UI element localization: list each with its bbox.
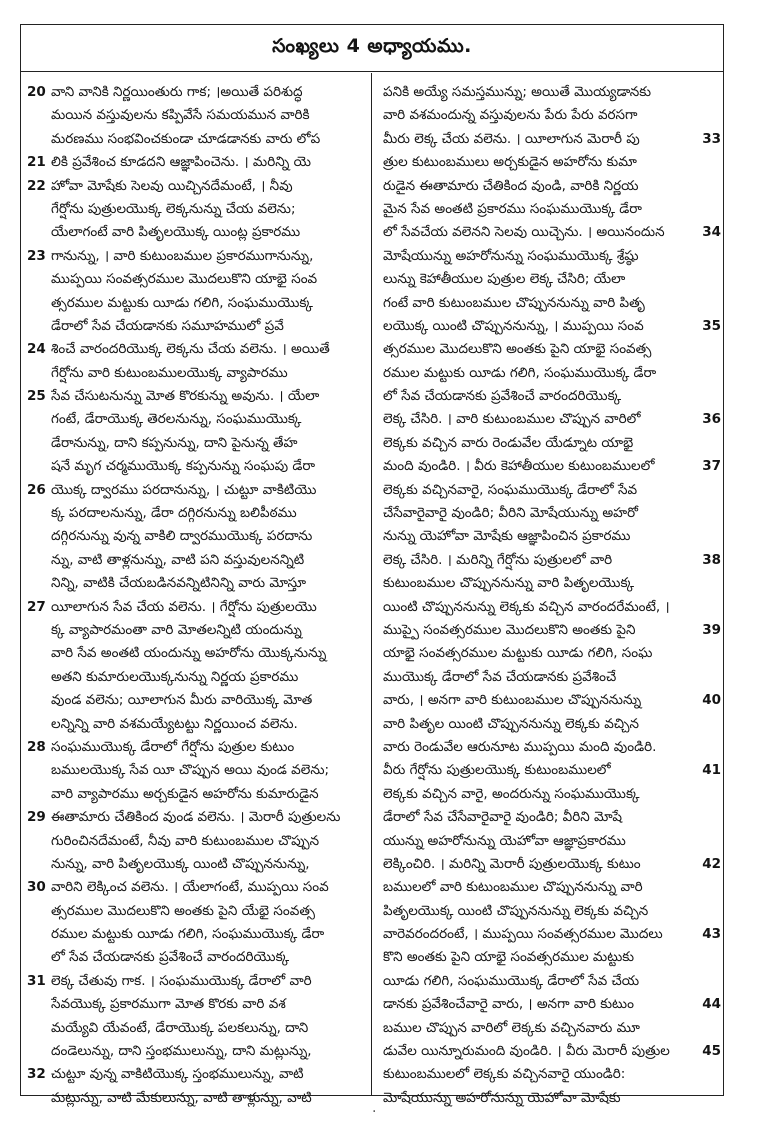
verse-text: లెక్కకు వచ్చిన వారై, అందరున్ను సంఘముయొక్క bbox=[383, 785, 640, 802]
text-line bbox=[373, 385, 723, 408]
text-line bbox=[21, 198, 371, 221]
verse-number: 38 bbox=[702, 551, 721, 568]
verse-text: యాభై సంవత్సరముల మట్టుకు యీడు గలిగి, సంఘ bbox=[383, 645, 653, 662]
verse-text: మయ్యేవి యేవంటే, డేరాయొక్క పలకలున్ను, దాని bbox=[51, 1019, 309, 1036]
verse-number: 35 bbox=[702, 317, 721, 334]
text-line bbox=[21, 572, 371, 595]
text-line bbox=[373, 619, 723, 642]
text-line bbox=[373, 970, 723, 993]
verse-number: 20 bbox=[27, 84, 46, 100]
verse-number: 45 bbox=[702, 1043, 721, 1060]
verse-text: న్ను, వాటి తాళ్లనున్ను, వాటి పని వస్తువులనన్నిటి bbox=[51, 551, 305, 568]
verse-text: కుటుంబముల చొప్పుననున్ను వారి పితృలయొక్క bbox=[383, 575, 635, 592]
verse-number: 42 bbox=[702, 855, 721, 872]
verse-text: మోషేయున్ను అహరోనున్ను సంఘముయొక్క శ్రేష్ఠు bbox=[383, 247, 639, 264]
verse-number: 39 bbox=[702, 621, 721, 638]
right-column bbox=[373, 81, 723, 1106]
text-line bbox=[21, 876, 371, 899]
verse-text: మరణము సంభవించకుండా చూడడానకు వారు లోప bbox=[51, 130, 321, 147]
footer-mark: · bbox=[372, 1104, 377, 1120]
text-line bbox=[21, 1087, 371, 1110]
verse-text: ముప్పయి సంవత్సరముల మొదలుకొని యాభై సంవ bbox=[51, 271, 318, 288]
text-line bbox=[21, 853, 371, 876]
text-line bbox=[373, 315, 723, 338]
text-line bbox=[373, 1017, 723, 1040]
text-line bbox=[21, 783, 371, 806]
text-line bbox=[373, 1063, 723, 1086]
verse-text: లో సేవ చేయడానకు ప్రవేశించే వారందరియొక్క bbox=[51, 949, 290, 966]
text-line bbox=[373, 151, 723, 174]
verse-text: హోవా మోషేకు సెలవు యిచ్చినదేమంటే, । నీవు bbox=[51, 177, 293, 194]
text-line bbox=[21, 1040, 371, 1063]
verse-text: మైన సేవ అంతటి ప్రకారము సంఘముయొక్క డేరా bbox=[383, 200, 642, 217]
text-line bbox=[373, 221, 723, 244]
verse-text: వీరు గేర్షోను పుత్రులయొక్క కుటుంబములలో bbox=[383, 762, 611, 779]
text-line bbox=[373, 666, 723, 689]
verse-text: వారు, । అనగా వారి కుటుంబముల చొప్పుననున్ను bbox=[383, 692, 642, 709]
verse-text: దండెలున్ను, దాని స్తంభములున్ను, దాని మట్లున్ను, bbox=[51, 1043, 312, 1060]
verse-text: బముల చొప్పున వారిలో లెక్కకు వచ్చినవారు మూ bbox=[383, 1019, 640, 1036]
verse-text: చేసేవారైవారై వుండిరి; వీరిని మోషేయున్ను అహరో bbox=[383, 505, 638, 522]
verse-number: 29 bbox=[27, 809, 46, 826]
verse-text: చుట్టూ వున్న వాకిటియొక్క స్తంభములున్ను, వాటి bbox=[51, 1066, 304, 1083]
text-line bbox=[21, 455, 371, 478]
text-line bbox=[373, 572, 723, 595]
verse-number: 32 bbox=[27, 1066, 46, 1083]
verse-text: డానకు ప్రవేశించేవారై వారు, । అనగా వారి కుటుం bbox=[383, 996, 634, 1013]
verse-text: గేర్షోను వారి కుటుంబములయొక్క వ్యాపారము bbox=[51, 364, 288, 381]
text-line bbox=[21, 502, 371, 525]
text-line bbox=[373, 713, 723, 736]
verse-number: 43 bbox=[702, 926, 721, 943]
text-line bbox=[21, 666, 371, 689]
verse-text: ఈతామారు చేతికింద వుండ వలెను. । మెరారీ పుత్రులను bbox=[51, 809, 341, 826]
text-line bbox=[373, 1040, 723, 1063]
verse-text: గంటే వారి కుటుంబముల చొప్పుననున్ను వారి పితృ bbox=[383, 294, 645, 311]
verse-text: లన్నిన్ని వారి వశమయ్యేటట్టు నిర్ణయించ వలెను. bbox=[51, 715, 298, 732]
text-line bbox=[21, 128, 371, 151]
text-line bbox=[373, 946, 723, 969]
text-line bbox=[21, 806, 371, 829]
verse-text: రముల మట్టుకు యీడు గలిగి, సంఘముయొక్క డేరా bbox=[51, 926, 325, 943]
verse-text: సేవయొక్క ప్రకారముగా మోత కొరకు వారి వశ bbox=[51, 996, 286, 1013]
verse-text: షనే మృగ చర్మముయొక్క కప్పనున్ను సంఘపు డేరా bbox=[51, 458, 316, 475]
verse-number: 25 bbox=[27, 388, 46, 405]
verse-text: క్క పరదాలనున్ను, డేరా దగ్గిరనున్ను బలిపీఠము bbox=[51, 505, 297, 522]
verse-text: సేవ చేసుటనున్ను మోత కొరకున్ను అవును. । యేలా bbox=[51, 388, 320, 405]
text-line bbox=[373, 175, 723, 198]
verse-text: యీడు గలిగి, సంఘముయొక్క డేరాలో సేవ చేయ bbox=[383, 972, 640, 989]
verse-text: డేరాలో సేవ చేయడానకు సమూహములో ప్రవే bbox=[51, 317, 284, 334]
verse-number: 26 bbox=[27, 481, 46, 498]
text-line bbox=[21, 175, 371, 198]
verse-number: 30 bbox=[27, 879, 46, 896]
verse-text: డువేల యిన్నూరుమంది వుండిరి. । వీరు మెరారీ పుత్రుల bbox=[383, 1043, 670, 1060]
text-line bbox=[21, 104, 371, 127]
text-line bbox=[21, 923, 371, 946]
verse-text: డేరాలో సేవ చేసేవారైవారై వుండిరి; వీరిని మోషే bbox=[383, 809, 622, 826]
verse-text: క్క వ్యాపారమంతా వారి మోతలన్నిటి యందున్ను bbox=[51, 621, 302, 638]
verse-text: గురించినదేమంటే, నీవు వారి కుటుంబముల చొప్పున bbox=[51, 832, 320, 849]
text-line bbox=[373, 479, 723, 502]
verse-text: నున్ను, వారి పితృలయొక్క యింటి చొప్పుననున్ను, bbox=[51, 855, 310, 872]
text-line bbox=[21, 362, 371, 385]
text-line bbox=[373, 245, 723, 268]
verse-text: శించే వారందరియొక్క లెక్కను చేయ వలెను. । అయితే bbox=[51, 341, 330, 358]
verse-text: లికి ప్రవేశించ కూడదని ఆజ్ఞాపించెను. । మరిన్ని యె bbox=[51, 154, 311, 171]
text-line bbox=[21, 946, 371, 969]
verse-number: 37 bbox=[702, 458, 721, 475]
verse-text: వారి పితృల యింటి చొప్పుననున్ను లెక్కకు వచ్చిన bbox=[383, 715, 640, 732]
verse-number: 21 bbox=[27, 154, 46, 171]
verse-text: దగ్గిరనున్ను వున్న వాకిలి ద్వారముయొక్క పరదాను bbox=[51, 528, 313, 545]
two-column-body bbox=[21, 73, 723, 1106]
scripture-page bbox=[20, 24, 724, 1106]
text-line bbox=[373, 783, 723, 806]
verse-text: వుండ వలెను; యీలాగున మీరు వారియొక్క మోత bbox=[51, 692, 313, 709]
text-line bbox=[21, 713, 371, 736]
verse-number: 34 bbox=[702, 224, 721, 241]
verse-text: డేరానున్ను, దాని కప్పనున్ను, దాని పైనున్న తేహ bbox=[51, 434, 298, 451]
text-line bbox=[21, 525, 371, 548]
verse-text: త్సరముల మొదలుకొని అంతకు పైని యేభై సంవత్స bbox=[51, 902, 316, 919]
text-line bbox=[21, 292, 371, 315]
text-line bbox=[21, 385, 371, 408]
verse-text: యీలాగున సేవ చేయ వలెను. । గేర్షోను పుత్రులయొ bbox=[51, 598, 317, 615]
text-line bbox=[373, 502, 723, 525]
verse-text: వారిని లెక్కించ వలెను. । యేలాగంటే, ముప్పయి సంవ bbox=[51, 879, 329, 896]
verse-number: 24 bbox=[27, 341, 46, 358]
text-line bbox=[21, 1063, 371, 1086]
verse-text: త్రుల కుటుంబములు అర్చకుడైన అహరోను కుమా bbox=[383, 154, 637, 171]
verse-number: 40 bbox=[702, 692, 721, 709]
text-line bbox=[21, 549, 371, 572]
text-line bbox=[373, 338, 723, 361]
text-line bbox=[373, 806, 723, 829]
text-line bbox=[373, 455, 723, 478]
text-line bbox=[373, 525, 723, 548]
text-line bbox=[373, 549, 723, 572]
text-line bbox=[21, 1017, 371, 1040]
text-line bbox=[373, 198, 723, 221]
text-line bbox=[373, 853, 723, 876]
text-line bbox=[373, 923, 723, 946]
verse-text: మయిన వస్తువులను కప్పివేసే సమయమున వారికి bbox=[51, 107, 310, 124]
text-line bbox=[21, 408, 371, 431]
verse-text: గేర్షోను పుత్రులయొక్క లెక్కనున్ను చేయ వలెను; bbox=[51, 200, 296, 217]
left-column bbox=[21, 81, 371, 1106]
text-line bbox=[373, 362, 723, 385]
verse-text: బములలో వారి కుటుంబముల చొప్పుననున్ను వారి bbox=[383, 879, 643, 896]
verse-text: వాని వానికి నిర్ణయింతురు గాక; ।అయితే పరిశుద్ధ bbox=[51, 84, 303, 100]
chapter-header bbox=[21, 25, 723, 72]
verse-text: అతని కుమారులయొక్కనున్ను నిర్ణయ ప్రకారము bbox=[51, 668, 299, 685]
text-line bbox=[21, 151, 371, 174]
verse-text: యింటి చొప్పుననున్ను లెక్కకు వచ్చిన వారందరేమంటే, । bbox=[383, 598, 670, 615]
text-line bbox=[373, 596, 723, 619]
text-line bbox=[373, 876, 723, 899]
chapter-title: సంఖ్యలు 4 అధ్యాయము. bbox=[272, 34, 472, 57]
verse-text: త్సరముల మట్టుకు యీడు గలిగి, సంఘముయొక్క bbox=[51, 294, 313, 311]
text-line bbox=[21, 315, 371, 338]
verse-text: యొక్క ద్వారము పరదానున్ను, । చుట్టూ వాకిటియొ bbox=[51, 481, 317, 498]
text-line bbox=[373, 408, 723, 431]
verse-text: లో సేవచేయ వలెనని సెలవు యిచ్చెను. । అయినందున bbox=[383, 224, 665, 241]
verse-text: కొని అంతకు పైని యాభై సంవత్సరముల మట్టుకు bbox=[383, 949, 635, 966]
text-line bbox=[21, 759, 371, 782]
verse-text: ముప్పై సంవత్సరముల మొదలుకొని అంతకు పైని bbox=[383, 621, 636, 638]
text-line bbox=[373, 81, 723, 104]
verse-text: రుడైన ఈతామారు చేతికింద వుండి, వారికి నిర్ణయ bbox=[383, 177, 639, 194]
verse-text: లెక్క చేసిరి. । వారి కుటుంబముల చొప్పున వారిలో bbox=[383, 411, 641, 428]
text-line bbox=[21, 596, 371, 619]
text-line bbox=[21, 642, 371, 665]
verse-text: వారి వశమందున్న వస్తువులను పేరు పేరు వరసగా bbox=[383, 107, 638, 124]
verse-text: యున్ను అహరోనున్ను యెహోవా ఆజ్ఞాప్రకారము bbox=[383, 832, 626, 849]
verse-number: 22 bbox=[27, 177, 46, 194]
text-line bbox=[373, 128, 723, 151]
verse-text: నిన్ని, వాటికి చేయబడినవన్నిటినిన్ని వారు మోస్తూ bbox=[51, 575, 307, 592]
text-line bbox=[21, 619, 371, 642]
text-line bbox=[21, 900, 371, 923]
verse-text: లెక్కకు వచ్చిన వారు రెండువేల యేడ్నూట యాభై bbox=[383, 434, 634, 451]
verse-text: లెక్కకు వచ్చినవారై, సంఘముయొక్క డేరాలో సేవ bbox=[383, 481, 638, 498]
text-line bbox=[21, 736, 371, 759]
text-line bbox=[21, 689, 371, 712]
verse-text: లో సేవ చేయడానకు ప్రవేశించే వారందరియొక్క bbox=[383, 388, 622, 405]
verse-number: 28 bbox=[27, 738, 46, 755]
text-line bbox=[21, 268, 371, 291]
verse-number: 41 bbox=[702, 762, 721, 779]
verse-text: నున్ను యెహోవా మోషేకు ఆజ్ఞాపించిన ప్రకారము bbox=[383, 528, 631, 545]
verse-text: మోషేయున్ను అహరోనున్ను యెహోవా మోషేకు bbox=[383, 1089, 621, 1106]
verse-text: రముల మట్టుకు యీడు గలిగి, సంఘముయొక్క డేరా bbox=[383, 364, 657, 381]
text-line bbox=[373, 736, 723, 759]
text-line bbox=[21, 479, 371, 502]
verse-text: పితృలయొక్క యింటి చొప్పుననున్ను లెక్కకు వచ్చిన bbox=[383, 902, 649, 919]
text-line bbox=[21, 81, 371, 104]
text-line bbox=[373, 689, 723, 712]
text-line bbox=[373, 642, 723, 665]
verse-text: వారు రెండువేల ఆరునూట ముప్పయి మంది వుండిరి. bbox=[383, 738, 657, 755]
text-line bbox=[373, 292, 723, 315]
verse-text: మీరు లెక్క చేయ వలెను. । యీలాగున మెరారీ పు bbox=[383, 130, 640, 147]
text-line bbox=[21, 432, 371, 455]
verse-text: ముయొక్క డేరాలో సేవ చేయడానకు ప్రవేశించే bbox=[383, 668, 617, 685]
verse-text: పనికి అయ్యే సమస్తమున్ను; అయితే మొయ్యడానకు bbox=[383, 84, 652, 100]
verse-number: 31 bbox=[27, 972, 46, 989]
text-line bbox=[373, 830, 723, 853]
text-line bbox=[373, 900, 723, 923]
verse-text: లున్ను కెహాతీయుల పుత్రుల లెక్క చేసిరి; యేలా bbox=[383, 271, 626, 288]
column-divider bbox=[371, 73, 372, 1095]
verse-text: గానున్ను, । వారి కుటుంబముల ప్రకారముగానున్ను, bbox=[51, 247, 314, 264]
verse-text: మట్లున్ను, వాటి మేకులున్ను, వాటి తాళ్లున్ను, వాటి bbox=[51, 1089, 312, 1106]
verse-number: 33 bbox=[702, 130, 721, 147]
text-line bbox=[373, 432, 723, 455]
verse-text: గంటే, డేరాయొక్క తెరలనున్ను, సంఘముయొక్క bbox=[51, 411, 302, 428]
verse-text: యేలాగంటే వారి పితృలయొక్క యింట్ల ప్రకారము bbox=[51, 224, 301, 241]
verse-text: వారి సేవ అంతటి యందున్ను అహరోను యొక్కనున్ను bbox=[51, 645, 327, 662]
verse-number: 44 bbox=[702, 996, 721, 1013]
verse-text: బములయొక్క సేవ యీ చొప్పున అయి వుండ వలెను; bbox=[51, 762, 330, 779]
verse-text: కుటుంబములలో లెక్కకు వచ్చినవారై యుండిరి: bbox=[383, 1066, 626, 1083]
verse-text: లెక్క చేసిరి. । మరిన్ని గేర్షోను పుత్రులలో వారి bbox=[383, 551, 613, 568]
text-line bbox=[21, 338, 371, 361]
verse-text: వారి వ్యాపారము అర్చకుడైన అహరోను కుమారుడైన bbox=[51, 785, 319, 802]
text-line bbox=[21, 993, 371, 1016]
verse-text: మంది వుండిరి. । వీరు కెహాతీయుల కుటుంబములలో bbox=[383, 458, 655, 475]
verse-text: వారెవరందరంటే, । ముప్పయి సంవత్సరముల మొదలు bbox=[383, 926, 663, 943]
verse-text: లయొక్క యింటి చొప్పుననున్ను, । ముప్పయి సంవ bbox=[383, 317, 644, 334]
verse-text: లెక్కించిరి. । మరిన్ని మెరారీ పుత్రులయొక్క కుటుం bbox=[383, 855, 641, 872]
verse-number: 27 bbox=[27, 598, 46, 615]
text-line bbox=[373, 104, 723, 127]
verse-text: సంఘముయొక్క డేరాలో గేర్షోను పుత్రుల కుటుం bbox=[51, 738, 295, 755]
verse-number: 23 bbox=[27, 247, 46, 264]
text-line bbox=[21, 830, 371, 853]
text-line bbox=[373, 993, 723, 1016]
text-line bbox=[373, 268, 723, 291]
verse-text: త్సరముల మొదలుకొని అంతకు పైని యాభై సంవత్స bbox=[383, 341, 652, 358]
text-line bbox=[373, 759, 723, 782]
text-line bbox=[21, 970, 371, 993]
text-line bbox=[21, 221, 371, 244]
verse-text: లెక్క చేతువు గాక. । సంఘముయొక్క డేరాలో వారి bbox=[51, 972, 312, 989]
text-line bbox=[373, 1087, 723, 1110]
text-line bbox=[21, 245, 371, 268]
verse-number: 36 bbox=[702, 411, 721, 428]
